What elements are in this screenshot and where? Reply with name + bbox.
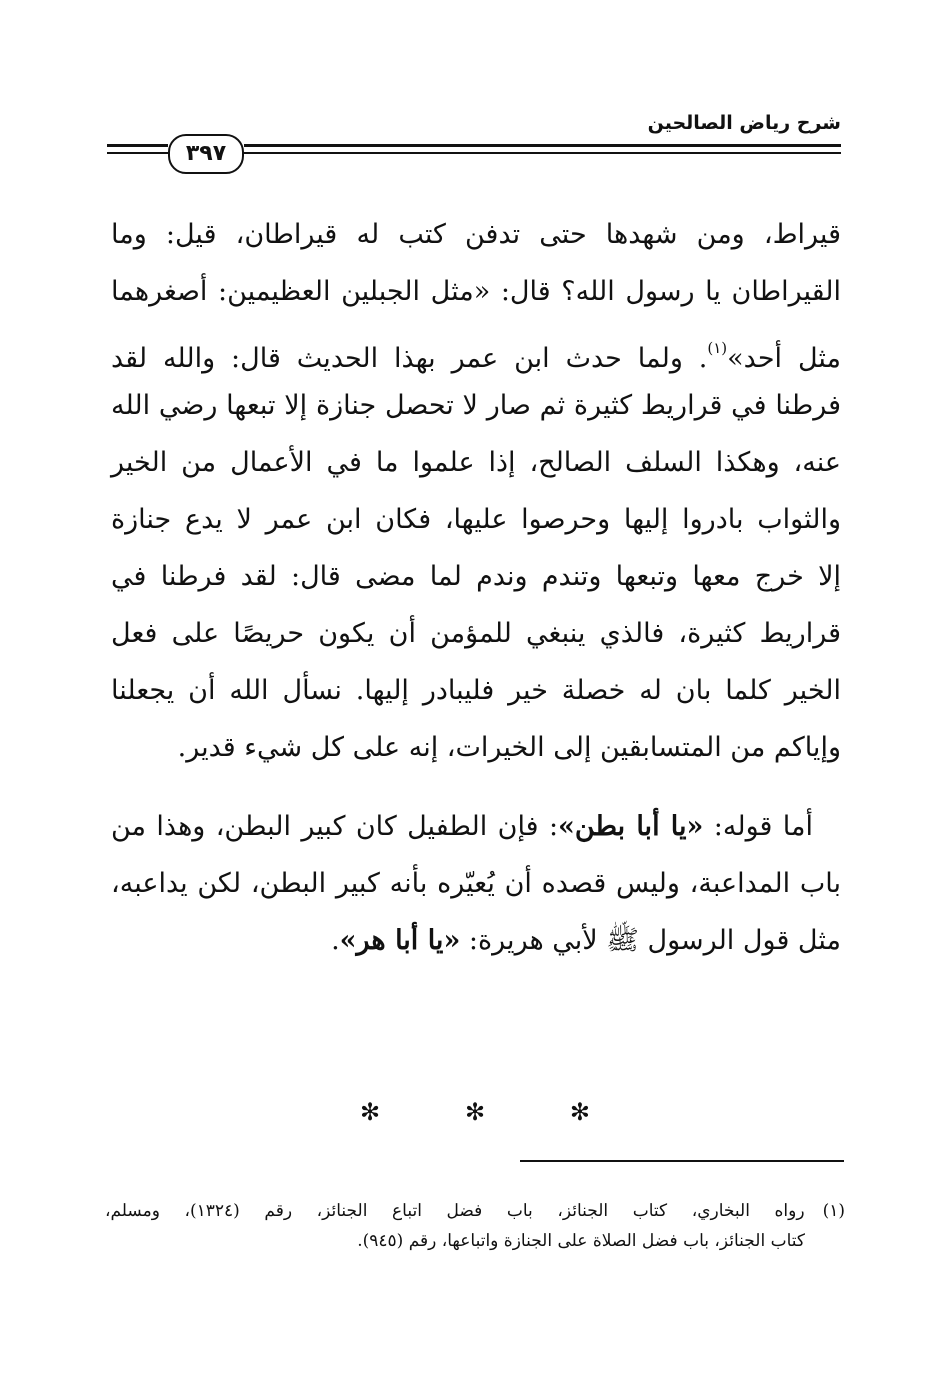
text-line — [111, 798, 841, 855]
header-rule-left-top — [107, 144, 168, 147]
text-segment: مثل قول الرسول ﷺ لأبي هريرة: — [460, 925, 841, 956]
text-segment: . — [331, 925, 340, 956]
text-segment: . ولما حدث ابن عمر بهذا الحديث قال: والله لقد — [111, 343, 708, 374]
text-line: باب المداعبة، وليس قصده أن يُعيّره بأنه كبير البطن، لكن يداعبه، — [111, 868, 841, 899]
paragraph-2 — [111, 798, 841, 969]
footnote-divider — [520, 1160, 844, 1162]
text-line: إلا خرج معها وتبعها وتندم وندم لما مضى قال: لقد فرطنا في — [111, 561, 841, 592]
text-line: الخير كلما بان له خصلة خير فليبادر إليها. نسأل الله أن يجعلنا — [111, 675, 841, 706]
quoted-phrase: «يا أبا بطن» — [558, 811, 704, 842]
footnote-line: كتاب الجنائز، باب فضل الصلاة على الجنازة واتباعها، رقم (٩٤٥). — [357, 1231, 805, 1251]
text-segment: : فإن الطفيل كان كبير البطن، وهذا من — [111, 811, 559, 842]
footnote-marker: (١) — [822, 1201, 845, 1221]
asterism-icon: ✻ — [569, 1098, 590, 1126]
text-line: فرطنا في قراريط كثيرة ثم صار لا تحصل جنازة إلا تبعها رضي الله — [111, 390, 841, 421]
text-line: قيراط، ومن شهدها حتى تدفن كتب له قيراطان، قيل: وما — [111, 219, 841, 250]
hadith-quote-end: مثل أحد» — [727, 343, 842, 374]
asterism-icon: ✻ — [360, 1098, 381, 1126]
text-line: القيراطان يا رسول الله؟ قال: «مثل الجبلين العظيمين: أصغرهما — [111, 276, 841, 307]
header-rule-right-bottom — [244, 152, 841, 154]
page-number: ٣٩٧ — [168, 134, 244, 174]
text-line: والثواب بادروا إليها وحرصوا عليها، فكان ابن عمر لا يدع جنازة — [111, 504, 841, 535]
text-segment: أما قوله: — [703, 811, 813, 842]
footnote — [105, 1196, 845, 1256]
text-line-with-footnote — [111, 320, 841, 377]
text-line: قراريط كثيرة، فالذي ينبغي للمؤمن أن يكون حريصًا على فعل — [111, 618, 841, 649]
footnote-line — [105, 1196, 845, 1226]
footnote-reference[interactable]: (١) — [707, 339, 728, 357]
section-separator — [360, 1098, 590, 1126]
quoted-phrase: «يا أبا هر» — [339, 925, 461, 956]
text-line: عنه، وهكذا السلف الصالح، إذا علموا ما في الأعمال من الخير — [111, 447, 841, 478]
text-line — [111, 912, 841, 969]
running-header-title: شرح رياض الصالحين — [647, 112, 841, 134]
asterism-icon: ✻ — [464, 1098, 486, 1126]
footnote-text: رواه البخاري، كتاب الجنائز، باب فضل اتباع الجنائز، رقم (١٣٢٤)، ومسلم، — [105, 1201, 805, 1221]
paragraph-1 — [111, 206, 841, 776]
text-line: وإياكم من المتسابقين إلى الخيرات، إنه على كل شيء قدير. — [177, 732, 841, 763]
header-rule-left-bottom — [107, 152, 168, 154]
header-rule-right-top — [244, 144, 841, 147]
